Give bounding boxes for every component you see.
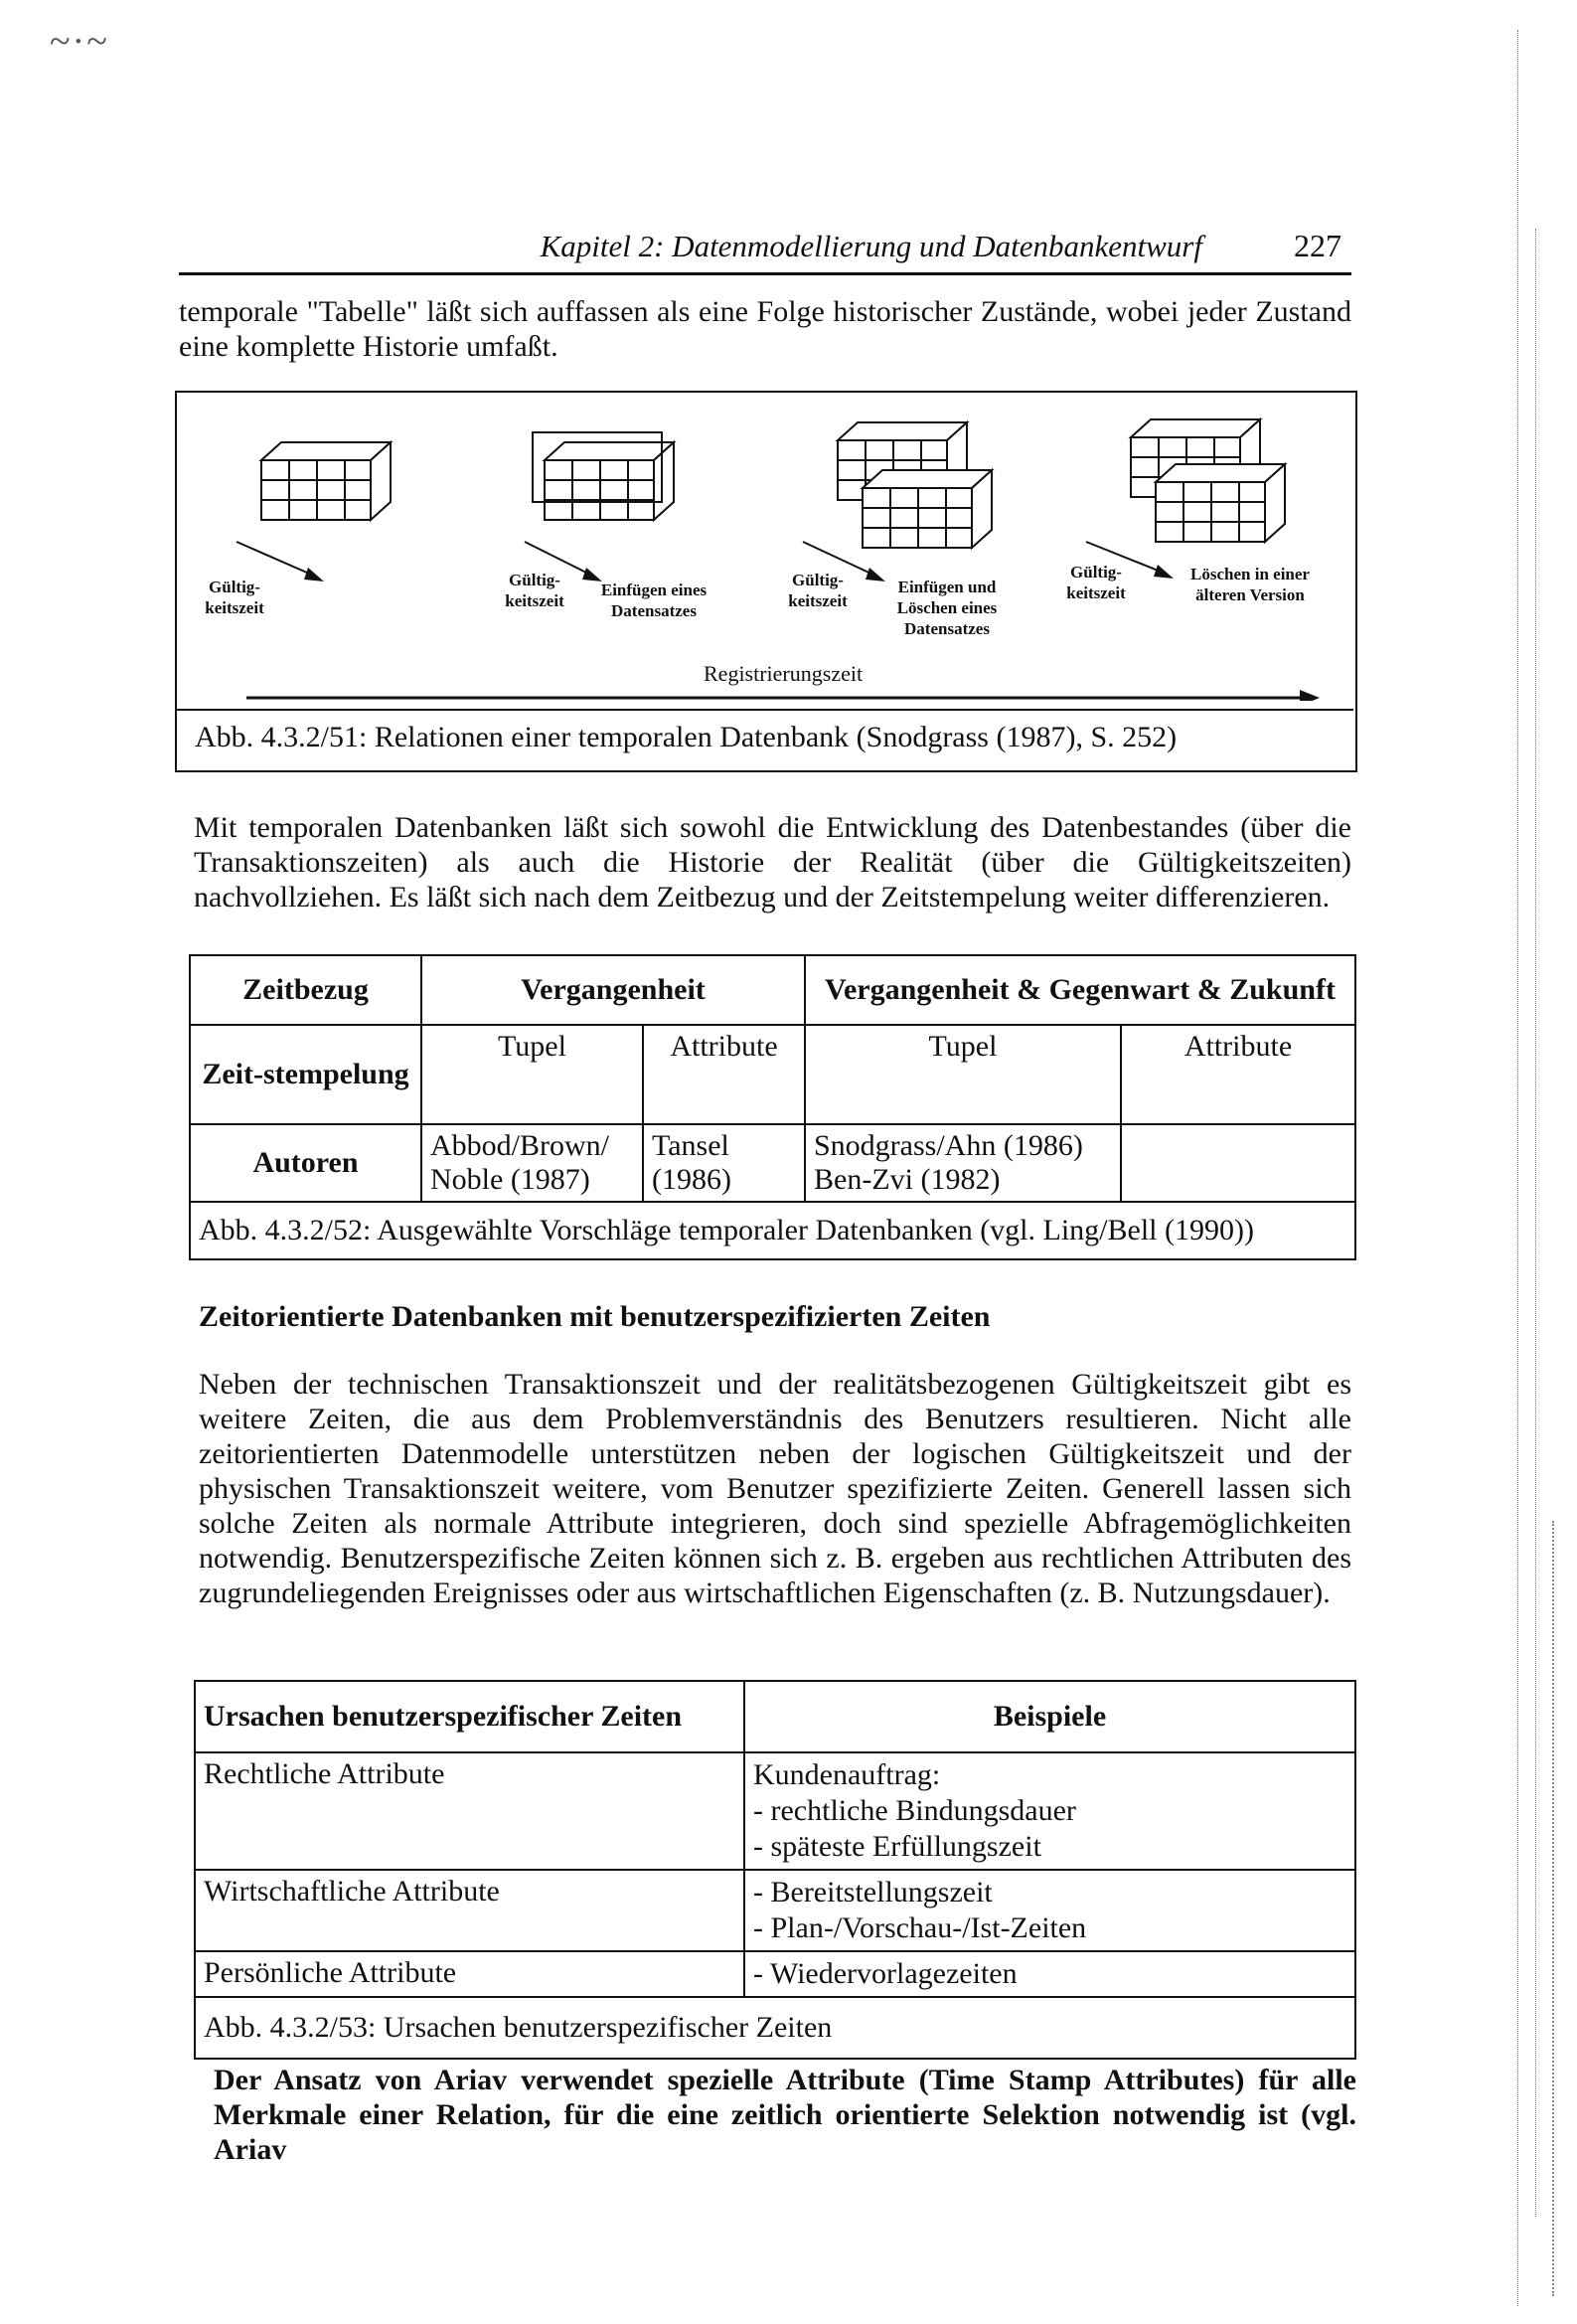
example-item: - Plan-/Vorschau-/Ist-Zeiten	[753, 1911, 1087, 1944]
operation-label-2: Einfügen eines Datensatzes	[600, 581, 708, 620]
col-group-all: Vergangenheit & Gegenwart & Zukunft	[805, 955, 1355, 1025]
registration-axis-label: Registrierungszeit	[704, 661, 864, 686]
sub-attribute-1: Attribute	[643, 1025, 805, 1124]
examples-legal	[744, 1752, 1355, 1870]
cause-economic: Wirtschaftliche Attribute	[195, 1870, 744, 1951]
sub-attribute-2: Attribute	[1121, 1025, 1355, 1124]
paragraph-3: Neben der technischen Transaktionszeit und der realitätsbezogenen Gültigkeitszeit gibt es weitere Zeiten, die aus dem Problemverständnis des Benutzers resultieren. Nicht alle zeitorientierten Datenmodelle unterstützen neben der logischen Gültigkeitszeit und der physischen Transaktionszeit weitere, vom Benutzer spezifizierte Zeiten. Generell lassen sich solche Zeiten als normale Attribute integrieren, doch sind spezielle Abfragemöglichkeiten notwendig. Benutzerspezifische Zeiten können sich z. B. ergeben aus rechtlichen Attributen des zugrundeliegenden Ereignisses oder aus wirtschaftlichen Eigenschaften (z. B. Nutzungsdauer).	[199, 1368, 1351, 1609]
paragraph-2: Mit temporalen Datenbanken läßt sich sowohl die Entwicklung des Datenbestandes (über die Transaktionszeiten) als auch die Historie der Realität (über die Gültigkeitszeiten) nachvollziehen. Es läßt sich nach dem Zeitbezug und der Zeitstempelung weiter differenzieren.	[194, 811, 1351, 913]
col-group-past: Vergangenheit	[421, 955, 805, 1025]
chapter-title: Kapitel 2: Datenmodellierung und Datenbankentwurf	[540, 229, 1202, 263]
intro-paragraph: temporale "Tabelle" läßt sich auffassen als eine Folge historischer Zustände, wobei jeder Zustand eine komplette Historie umfaßt.	[179, 295, 1351, 363]
table1-caption: Abb. 4.3.2/52: Ausgewählte Vorschläge temporaler Datenbanken (vgl. Ling/Bell (1990))	[190, 1202, 1355, 1259]
relation-stack-2	[533, 422, 674, 520]
table2-caption: Abb. 4.3.2/53: Ursachen benutzerspezifischer Zeiten	[195, 1997, 1355, 2059]
authors-cell-1: Abbod/Brown/ Noble (1987)	[421, 1124, 643, 1202]
paragraph-4: Der Ansatz von Ariav verwendet spezielle Attribute (Time Stamp Attributes) für alle Merkmale einer Relation, für die eine zeitlich orientierte Selektion notwendig ist (vgl. Ariav	[214, 2064, 1356, 2166]
page-header	[179, 221, 1351, 275]
example-item: Kundenauftrag:	[753, 1758, 941, 1791]
authors-cell-4	[1121, 1124, 1355, 1202]
row-header-zeitstempelung: Zeit-stempelung	[190, 1025, 421, 1124]
row-header-autoren: Autoren	[190, 1124, 421, 1202]
temporal-db-table	[189, 954, 1356, 1260]
cause-legal: Rechtliche Attribute	[195, 1752, 744, 1870]
examples-economic	[744, 1870, 1355, 1951]
section-title: Zeitorientierte Datenbanken mit benutzerspezifizierten Zeiten	[199, 1300, 991, 1333]
example-item: - rechtliche Bindungsdauer	[753, 1794, 1076, 1827]
figure-diagram	[177, 393, 1355, 701]
authors-cell-2: Tansel (1986)	[643, 1124, 805, 1202]
figure-temporal-db	[175, 391, 1357, 772]
header-causes: Ursachen benutzerspezifischer Zeiten	[195, 1681, 744, 1752]
operation-label-3: Einfügen und Löschen eines Datensatzes	[896, 578, 998, 638]
validity-label-3: Gültig-keitszeit	[788, 571, 848, 610]
example-item: - Bereitstellungszeit	[753, 1876, 993, 1909]
operation-label-4: Löschen in einer älteren Version	[1190, 565, 1310, 604]
page-number: 227	[1294, 228, 1341, 263]
sub-tupel-2: Tupel	[805, 1025, 1121, 1124]
validity-label-2: Gültig-keitszeit	[505, 571, 564, 610]
validity-label-1: Gültig-keitszeit	[205, 578, 264, 617]
example-item: - Wiedervorlagezeiten	[753, 1957, 1018, 1990]
examples-personal	[744, 1951, 1355, 1997]
relation-stack-4	[1131, 419, 1285, 542]
example-item: - späteste Erfüllungszeit	[753, 1830, 1041, 1863]
figure1-caption: Abb. 4.3.2/51: Relationen einer temporalen Datenbank (Snodgrass (1987), S. 252)	[177, 709, 1353, 776]
cause-personal: Persönliche Attribute	[195, 1951, 744, 1997]
sub-tupel-1: Tupel	[421, 1025, 643, 1124]
authors-cell-3: Snodgrass/Ahn (1986) Ben-Zvi (1982)	[805, 1124, 1121, 1202]
relation-stack-3	[838, 422, 992, 548]
header-examples: Beispiele	[744, 1681, 1355, 1752]
user-times-table	[194, 1680, 1356, 2060]
scan-edge-noise	[1507, 30, 1567, 2306]
col-header-zeitbezug: Zeitbezug	[190, 955, 421, 1025]
scan-artifact: ~·~	[50, 21, 109, 63]
validity-label-4: Gültig-keitszeit	[1066, 563, 1126, 602]
relation-stack-1	[261, 442, 391, 520]
